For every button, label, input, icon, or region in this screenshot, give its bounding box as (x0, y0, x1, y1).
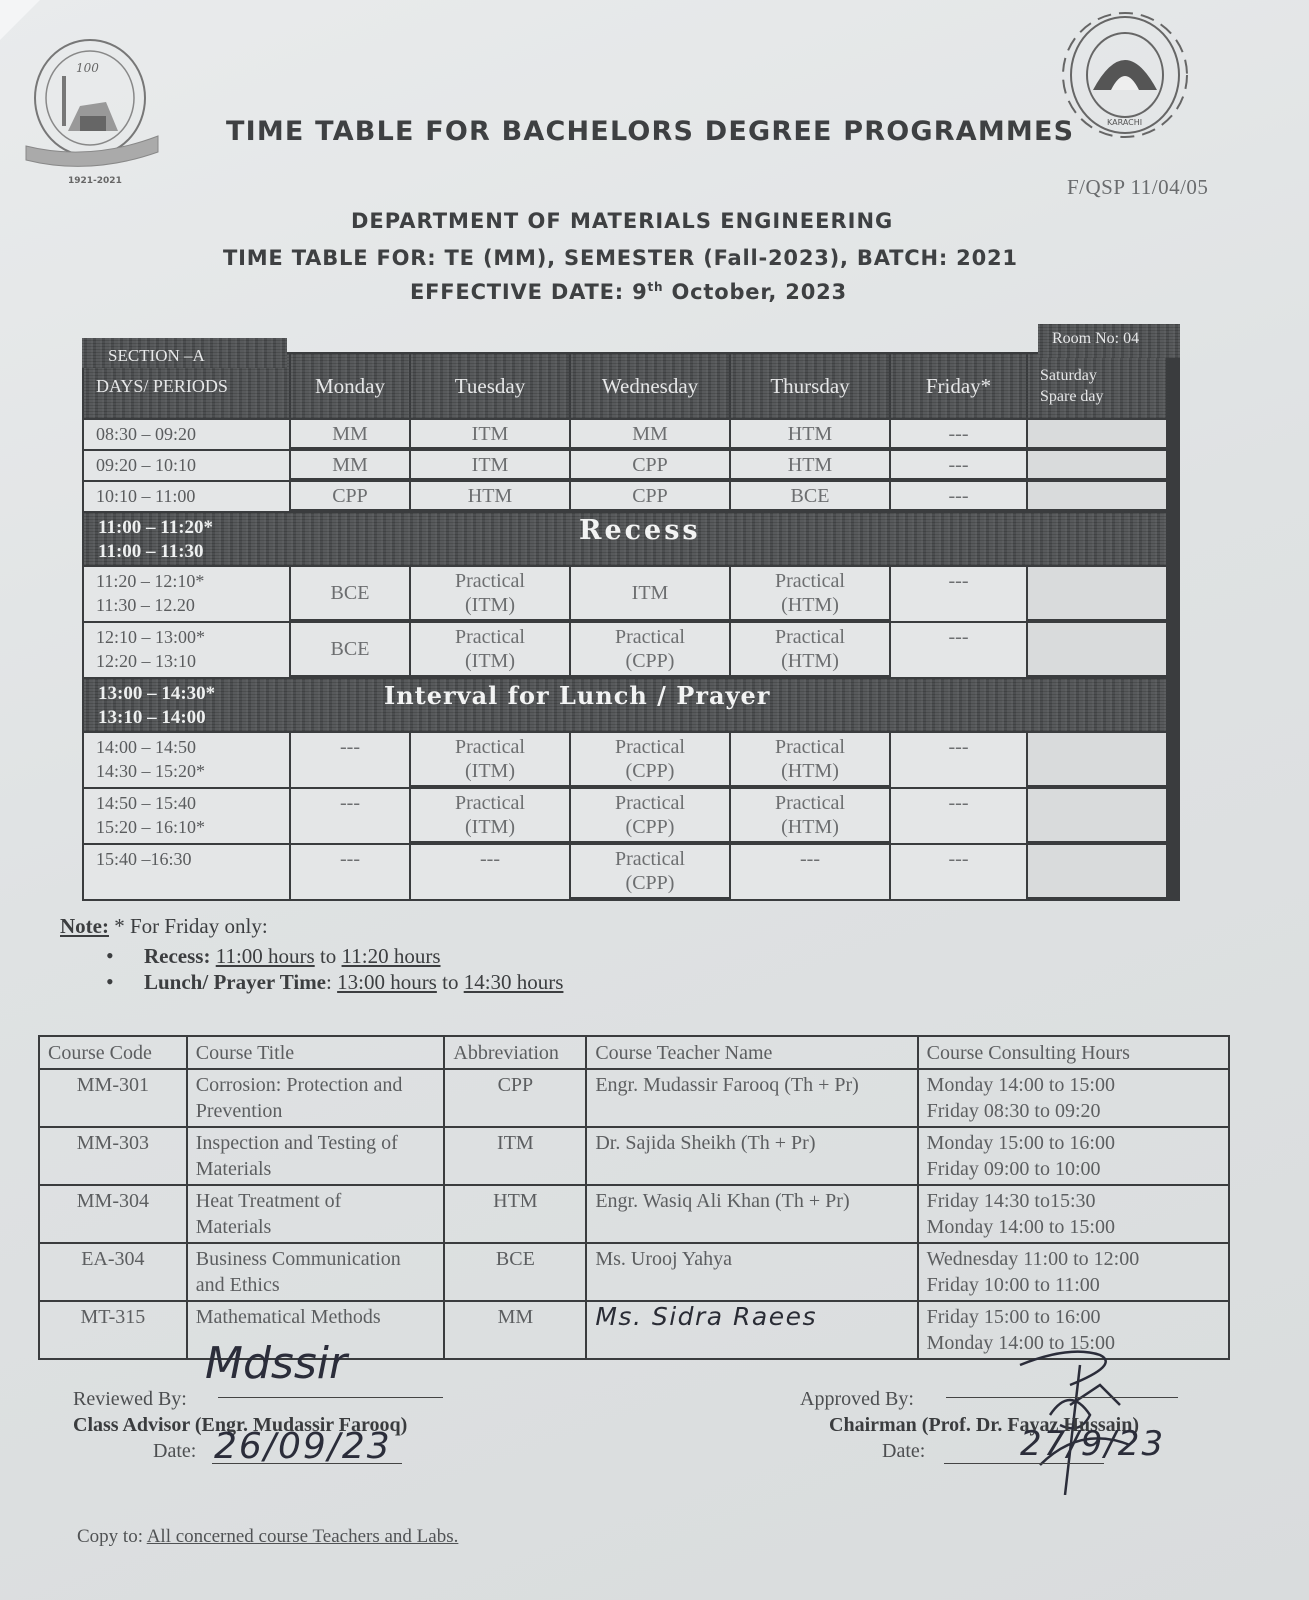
course-consulting-hours: Monday 15:00 to 16:00 Friday 09:00 to 10:00 (918, 1127, 1229, 1185)
lunch-label: Interval for Lunch / Prayer (384, 681, 771, 710)
approved-by-label: Approved By: (800, 1388, 914, 1410)
course-table (38, 1035, 1230, 1360)
approved-date-label: Date: (882, 1440, 926, 1462)
recess-time: 11:00 – 11:20* 11:00 – 11:30 (98, 517, 214, 562)
slot-thursday: Practical (HTM) (731, 789, 889, 841)
slot-tuesday: Practical (ITM) (411, 567, 569, 619)
period-time: 08:30 – 09:20 (84, 420, 289, 449)
copy-to: Copy to: All concerned course Teachers and Labs. (77, 1526, 459, 1547)
slot-saturday (1028, 451, 1166, 478)
slot-thursday: Practical (HTM) (731, 733, 889, 785)
slot-tuesday: Practical (ITM) (411, 623, 569, 675)
slot-wednesday: Practical (CPP) (571, 789, 729, 841)
course-code: MM-304 (39, 1185, 187, 1243)
period-time: 14:00 – 14:50 14:30 – 15:20* (84, 733, 289, 787)
course-abbreviation: CPP (444, 1069, 586, 1127)
reviewed-by-label: Reviewed By: (73, 1388, 187, 1410)
slot-thursday: HTM (731, 420, 889, 447)
course-title: Corrosion: Protection and Prevention (187, 1069, 445, 1127)
period-time: 09:20 – 10:10 (84, 451, 289, 480)
reviewed-date: 26/09/23 (214, 1426, 392, 1467)
slot-monday: MM (291, 420, 409, 447)
col-course-code: Course Code (39, 1036, 187, 1069)
period-time: 15:40 –16:30 (84, 845, 289, 899)
col-consulting-hours: Course Consulting Hours (918, 1036, 1229, 1069)
svg-text:KARACHI: KARACHI (1107, 118, 1143, 127)
course-consulting-hours: Friday 15:00 to 16:00 Monday 14:00 to 15:00 (918, 1301, 1229, 1359)
col-teacher-name: Course Teacher Name (586, 1036, 917, 1069)
slot-friday: --- (891, 420, 1026, 447)
slot-saturday (1028, 789, 1166, 841)
header-wednesday: Wednesday (571, 354, 729, 418)
slot-saturday (1028, 420, 1166, 447)
effective-date: EFFECTIVE DATE: 9th October, 2023 (410, 280, 847, 304)
slot-friday: --- (891, 482, 1026, 509)
slot-saturday (1028, 845, 1166, 897)
slot-monday: MM (291, 451, 409, 478)
reviewed-date-label: Date: (153, 1440, 197, 1462)
course-teacher: Engr. Mudassir Farooq (Th + Pr) (586, 1069, 917, 1127)
slot-thursday: BCE (731, 482, 889, 509)
reviewer-name: Class Advisor (Engr. Mudassir Farooq) (73, 1414, 408, 1436)
lunch-row (84, 679, 1166, 731)
slot-saturday (1028, 482, 1166, 509)
slot-friday: --- (891, 451, 1026, 478)
course-title: Heat Treatment of Materials (187, 1185, 445, 1243)
slot-thursday: Practical (HTM) (731, 623, 889, 675)
slot-wednesday: Practical (CPP) (571, 845, 729, 897)
course-abbreviation: BCE (444, 1243, 586, 1301)
slot-wednesday: CPP (571, 451, 729, 478)
reviewed-signature-line (218, 1397, 443, 1398)
page-corner (0, 0, 40, 40)
period-time: 11:20 – 12:10* 11:30 – 12.20 (84, 567, 289, 621)
slot-friday: --- (891, 845, 1026, 899)
timetable (82, 330, 1180, 901)
university-centenary-logo (18, 36, 168, 186)
slot-friday: --- (891, 733, 1026, 787)
slot-monday: BCE (291, 623, 409, 675)
course-abbreviation: MM (444, 1301, 586, 1359)
course-consulting-hours: Wednesday 11:00 to 12:00 Friday 10:00 to 11:00 (918, 1243, 1229, 1301)
course-code: EA-304 (39, 1243, 187, 1301)
timetable-for: TIME TABLE FOR: TE (MM), SEMESTER (Fall-2023), BATCH: 2021 (223, 246, 1018, 270)
header-saturday: Saturday Spare day (1028, 354, 1166, 418)
course-title: Mathematical Methods (187, 1301, 445, 1359)
note-recess: • Recess: 11:00 hours to 11:20 hours (110, 943, 563, 969)
slot-wednesday: Practical (CPP) (571, 733, 729, 785)
col-abbreviation: Abbreviation (444, 1036, 586, 1069)
lunch-time: 13:00 – 14:30* 13:10 – 14:00 (98, 683, 216, 728)
slot-monday: --- (291, 733, 409, 787)
slot-wednesday: MM (571, 420, 729, 447)
course-consulting-hours: Monday 14:00 to 15:00 Friday 08:30 to 09:20 (918, 1069, 1229, 1127)
header-thursday: Thursday (731, 354, 889, 418)
course-code: MM-303 (39, 1127, 187, 1185)
course-code: MT-315 (39, 1301, 187, 1359)
slot-friday: --- (891, 567, 1026, 621)
course-teacher: Engr. Wasiq Ali Khan (Th + Pr) (586, 1185, 917, 1243)
course-teacher: Dr. Sajida Sheikh (Th + Pr) (586, 1127, 917, 1185)
header-friday: Friday* (891, 354, 1026, 418)
timetable-grid (82, 352, 1180, 901)
slot-thursday: Practical (HTM) (731, 567, 889, 619)
slot-saturday (1028, 567, 1166, 619)
approved-signature-line (946, 1397, 1178, 1398)
course-table-header (39, 1036, 1229, 1069)
slot-monday: --- (291, 845, 409, 899)
note-label: Note: (60, 914, 109, 938)
approver-name: Chairman (Prof. Dr. Fayaz Hussain) (829, 1414, 1139, 1436)
section-label: SECTION –A (82, 338, 287, 368)
svg-text:100: 100 (76, 61, 99, 75)
course-row (39, 1185, 1229, 1243)
reviewer-signature: Mdssir (205, 1338, 348, 1389)
slot-tuesday: Practical (ITM) (411, 733, 569, 785)
course-abbreviation: HTM (444, 1185, 586, 1243)
header-tuesday: Tuesday (411, 354, 569, 418)
course-consulting-hours: Friday 14:30 to15:30 Monday 14:00 to 15:00 (918, 1185, 1229, 1243)
slot-thursday: HTM (731, 451, 889, 478)
slot-saturday (1028, 623, 1166, 675)
recess-label: Recess (579, 515, 701, 546)
course-row (39, 1243, 1229, 1301)
slot-saturday (1028, 733, 1166, 785)
slot-monday: BCE (291, 567, 409, 619)
course-row (39, 1069, 1229, 1127)
slot-thursday: --- (731, 845, 889, 899)
col-course-title: Course Title (187, 1036, 445, 1069)
course-row (39, 1127, 1229, 1185)
room-label: Room No: 04 (1038, 324, 1180, 358)
slot-friday: --- (891, 623, 1026, 677)
slot-tuesday: Practical (ITM) (411, 789, 569, 841)
slot-tuesday: ITM (411, 451, 569, 478)
slot-tuesday: --- (411, 845, 569, 899)
department-title: DEPARTMENT OF MATERIALS ENGINEERING (351, 209, 894, 233)
course-title: Inspection and Testing of Materials (187, 1127, 445, 1185)
course-code: MM-301 (39, 1069, 187, 1127)
course-abbreviation: ITM (444, 1127, 586, 1185)
slot-wednesday: Practical (CPP) (571, 623, 729, 675)
course-title: Business Communication and Ethics (187, 1243, 445, 1301)
slot-monday: CPP (291, 482, 409, 509)
friday-note: Note: * For Friday only: • Recess: 11:00 hours to 11:20 hours • Lunch/ Prayer Time: 13:00 hours to 14:30 hours (60, 914, 563, 995)
slot-tuesday: HTM (411, 482, 569, 509)
approved-date: 27/9/23 (1020, 1424, 1166, 1464)
slot-tuesday: ITM (411, 420, 569, 447)
header-days-periods: DAYS/ PERIODS (84, 354, 289, 418)
slot-wednesday: ITM (571, 567, 729, 619)
course-teacher: Ms. Urooj Yahya (586, 1243, 917, 1301)
header-monday: Monday (291, 354, 409, 418)
period-time: 12:10 – 13:00* 12:20 – 13:10 (84, 623, 289, 677)
form-code: F/QSP 11/04/05 (1067, 175, 1209, 199)
period-time: 14:50 – 15:40 15:20 – 16:10* (84, 789, 289, 843)
slot-friday: --- (891, 789, 1026, 843)
slot-monday: --- (291, 789, 409, 843)
period-time: 10:10 – 11:00 (84, 482, 289, 511)
note-lunch: • Lunch/ Prayer Time: 13:00 hours to 14:30 hours (110, 969, 563, 995)
recess-row (84, 513, 1166, 565)
svg-text:1921-2021: 1921-2021 (68, 176, 122, 186)
course-teacher: Ms. Sidra Raees (586, 1301, 917, 1359)
document-title: TIME TABLE FOR BACHELORS DEGREE PROGRAMMES (226, 116, 1075, 147)
slot-wednesday: CPP (571, 482, 729, 509)
